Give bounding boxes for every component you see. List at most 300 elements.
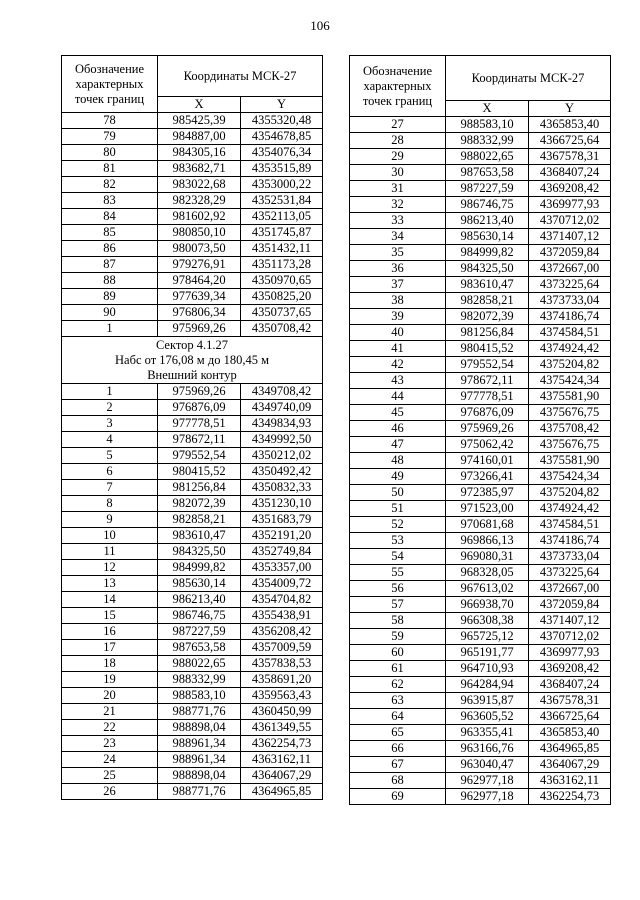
coord-y: 4368407,24 xyxy=(529,677,611,693)
coord-y: 4373225,64 xyxy=(529,277,611,293)
table-row xyxy=(350,741,611,757)
table-row xyxy=(62,113,323,129)
coord-y: 4373733,04 xyxy=(529,549,611,565)
coord-x: 978672,11 xyxy=(446,373,529,389)
section-height-range: Набс от 176,08 м до 180,45 м xyxy=(115,352,269,367)
left-rows-before-section xyxy=(62,113,323,337)
table-row xyxy=(62,528,323,544)
point-number: 63 xyxy=(350,693,446,709)
coord-y: 4375424,34 xyxy=(529,469,611,485)
coord-y: 4374924,42 xyxy=(529,341,611,357)
table-row xyxy=(350,261,611,277)
table-row xyxy=(350,453,611,469)
table-row xyxy=(62,656,323,672)
coord-x: 985630,14 xyxy=(158,576,241,592)
coord-x: 984305,16 xyxy=(158,145,241,161)
table-row xyxy=(62,496,323,512)
coord-x: 986213,40 xyxy=(446,213,529,229)
table-row xyxy=(350,357,611,373)
coord-x: 983022,68 xyxy=(158,177,241,193)
coord-x: 963915,87 xyxy=(446,693,529,709)
coord-x: 984325,50 xyxy=(158,544,241,560)
point-number: 23 xyxy=(62,736,158,752)
point-number: 80 xyxy=(62,145,158,161)
table-row xyxy=(350,773,611,789)
point-number: 39 xyxy=(350,309,446,325)
table-row xyxy=(62,544,323,560)
left-rows-after-section xyxy=(62,384,323,800)
point-number: 31 xyxy=(350,181,446,197)
coord-x: 969080,31 xyxy=(446,549,529,565)
point-number: 6 xyxy=(62,464,158,480)
coord-y: 4364965,85 xyxy=(529,741,611,757)
coord-x: 964284,94 xyxy=(446,677,529,693)
header-coordinates: Координаты МСК-27 xyxy=(446,56,611,101)
coord-y: 4370712,02 xyxy=(529,629,611,645)
coord-y: 4375424,34 xyxy=(529,373,611,389)
coord-y: 4360450,99 xyxy=(241,704,323,720)
table-row xyxy=(350,533,611,549)
point-number: 38 xyxy=(350,293,446,309)
coord-y: 4373733,04 xyxy=(529,293,611,309)
coord-y: 4375676,75 xyxy=(529,405,611,421)
coord-x: 980415,52 xyxy=(158,464,241,480)
table-row xyxy=(350,309,611,325)
coord-x: 988898,04 xyxy=(158,768,241,784)
table-row xyxy=(62,464,323,480)
section-heading xyxy=(62,337,323,384)
table-row xyxy=(350,405,611,421)
point-number: 40 xyxy=(350,325,446,341)
table-row xyxy=(62,592,323,608)
coord-y: 4369977,93 xyxy=(529,197,611,213)
coord-x: 964710,93 xyxy=(446,661,529,677)
point-number: 19 xyxy=(62,672,158,688)
point-number: 17 xyxy=(62,640,158,656)
table-row xyxy=(62,624,323,640)
header-point-code: Обозначение характерных точек границ xyxy=(350,56,446,117)
coord-x: 986213,40 xyxy=(158,592,241,608)
table-row xyxy=(62,752,323,768)
point-number: 66 xyxy=(350,741,446,757)
point-number: 8 xyxy=(62,496,158,512)
table-row xyxy=(350,277,611,293)
coord-y: 4367578,31 xyxy=(529,693,611,709)
point-number: 44 xyxy=(350,389,446,405)
table-row xyxy=(62,241,323,257)
page-number: 106 xyxy=(310,18,330,33)
coord-y: 4357009,59 xyxy=(241,640,323,656)
coord-x: 982072,39 xyxy=(446,309,529,325)
coord-y: 4369208,42 xyxy=(529,181,611,197)
right-rows xyxy=(350,117,611,805)
table-row xyxy=(350,517,611,533)
coord-x: 985425,39 xyxy=(158,113,241,129)
table-row xyxy=(62,225,323,241)
table-row xyxy=(350,117,611,133)
point-number: 37 xyxy=(350,277,446,293)
coord-x: 987227,59 xyxy=(446,181,529,197)
point-number: 24 xyxy=(62,752,158,768)
coord-y: 4368407,24 xyxy=(529,165,611,181)
coord-y: 4350212,02 xyxy=(241,448,323,464)
coord-x: 967613,02 xyxy=(446,581,529,597)
table-row xyxy=(62,400,323,416)
header-y: Y xyxy=(529,101,611,117)
coord-y: 4351683,79 xyxy=(241,512,323,528)
coord-x: 980073,50 xyxy=(158,241,241,257)
coord-y: 4355320,48 xyxy=(241,113,323,129)
coord-x: 986746,75 xyxy=(158,608,241,624)
coord-x: 988898,04 xyxy=(158,720,241,736)
coord-y: 4350832,33 xyxy=(241,480,323,496)
coord-y: 4353515,89 xyxy=(241,161,323,177)
table-row xyxy=(350,197,611,213)
coord-x: 977778,51 xyxy=(446,389,529,405)
point-number: 78 xyxy=(62,113,158,129)
coord-x: 978464,20 xyxy=(158,273,241,289)
coord-x: 966308,38 xyxy=(446,613,529,629)
coord-x: 974160,01 xyxy=(446,453,529,469)
table-row xyxy=(350,325,611,341)
point-number: 86 xyxy=(62,241,158,257)
point-number: 7 xyxy=(62,480,158,496)
coord-x: 966938,70 xyxy=(446,597,529,613)
table-row xyxy=(350,469,611,485)
table-row xyxy=(62,512,323,528)
table-row xyxy=(350,581,611,597)
coord-y: 4354076,34 xyxy=(241,145,323,161)
coord-x: 963166,76 xyxy=(446,741,529,757)
coord-y: 4349740,09 xyxy=(241,400,323,416)
point-number: 84 xyxy=(62,209,158,225)
coord-x: 976876,09 xyxy=(158,400,241,416)
table-row xyxy=(350,565,611,581)
coord-x: 965191,77 xyxy=(446,645,529,661)
coord-y: 4359563,43 xyxy=(241,688,323,704)
coord-x: 988961,34 xyxy=(158,736,241,752)
coord-x: 988332,99 xyxy=(158,672,241,688)
coord-y: 4352113,05 xyxy=(241,209,323,225)
point-number: 56 xyxy=(350,581,446,597)
table-row xyxy=(62,720,323,736)
point-number: 58 xyxy=(350,613,446,629)
coord-y: 4372667,00 xyxy=(529,581,611,597)
coord-x: 976876,09 xyxy=(446,405,529,421)
coord-x: 963355,41 xyxy=(446,725,529,741)
table-row xyxy=(62,209,323,225)
point-number: 49 xyxy=(350,469,446,485)
table-row xyxy=(350,501,611,517)
point-number: 47 xyxy=(350,437,446,453)
table-row xyxy=(350,693,611,709)
table-row xyxy=(62,480,323,496)
table-row xyxy=(350,725,611,741)
point-number: 33 xyxy=(350,213,446,229)
coord-y: 4371407,12 xyxy=(529,229,611,245)
point-number: 82 xyxy=(62,177,158,193)
coord-x: 975062,42 xyxy=(446,437,529,453)
section-row xyxy=(62,337,323,384)
coordinates-table-right xyxy=(349,55,611,805)
point-number: 45 xyxy=(350,405,446,421)
point-number: 85 xyxy=(62,225,158,241)
table-row xyxy=(62,608,323,624)
header-point-code: Обозначение характерных точек границ xyxy=(62,56,158,113)
table-row xyxy=(62,177,323,193)
coord-x: 985630,14 xyxy=(446,229,529,245)
coord-y: 4361349,55 xyxy=(241,720,323,736)
table-row xyxy=(62,193,323,209)
point-number: 79 xyxy=(62,129,158,145)
coord-y: 4372059,84 xyxy=(529,245,611,261)
coord-y: 4349708,42 xyxy=(241,384,323,400)
point-number: 51 xyxy=(350,501,446,517)
coord-y: 4371407,12 xyxy=(529,613,611,629)
coord-y: 4369208,42 xyxy=(529,661,611,677)
coord-x: 984887,00 xyxy=(158,129,241,145)
coord-y: 4374186,74 xyxy=(529,533,611,549)
point-number: 67 xyxy=(350,757,446,773)
coord-x: 979552,54 xyxy=(158,448,241,464)
coord-x: 982858,21 xyxy=(446,293,529,309)
coord-y: 4349834,93 xyxy=(241,416,323,432)
coord-x: 987653,58 xyxy=(158,640,241,656)
table-row xyxy=(62,321,323,337)
coord-x: 984325,50 xyxy=(446,261,529,277)
table-row xyxy=(62,384,323,400)
coord-y: 4362254,73 xyxy=(529,789,611,805)
coord-y: 4354704,82 xyxy=(241,592,323,608)
table-row xyxy=(62,576,323,592)
point-number: 16 xyxy=(62,624,158,640)
table-row xyxy=(350,645,611,661)
table-row xyxy=(62,736,323,752)
coord-x: 978672,11 xyxy=(158,432,241,448)
table-row xyxy=(62,416,323,432)
coord-y: 4374584,51 xyxy=(529,325,611,341)
point-number: 57 xyxy=(350,597,446,613)
point-number: 10 xyxy=(62,528,158,544)
table-row xyxy=(350,181,611,197)
section-contour: Внешний контур xyxy=(147,367,237,382)
coord-y: 4375204,82 xyxy=(529,357,611,373)
coord-x: 976806,34 xyxy=(158,305,241,321)
coord-x: 980415,52 xyxy=(446,341,529,357)
table-row xyxy=(350,389,611,405)
point-number: 34 xyxy=(350,229,446,245)
table-row xyxy=(350,597,611,613)
coord-y: 4354678,85 xyxy=(241,129,323,145)
point-number: 54 xyxy=(350,549,446,565)
point-number: 3 xyxy=(62,416,158,432)
coord-x: 975969,26 xyxy=(446,421,529,437)
table-row xyxy=(350,133,611,149)
coordinates-table-left xyxy=(61,55,323,800)
coord-x: 988771,76 xyxy=(158,784,241,800)
coord-y: 4363162,11 xyxy=(241,752,323,768)
point-number: 43 xyxy=(350,373,446,389)
point-number: 18 xyxy=(62,656,158,672)
coord-y: 4349992,50 xyxy=(241,432,323,448)
table-row xyxy=(62,640,323,656)
point-number: 41 xyxy=(350,341,446,357)
coord-x: 988583,10 xyxy=(446,117,529,133)
coord-y: 4352749,84 xyxy=(241,544,323,560)
point-number: 35 xyxy=(350,245,446,261)
point-number: 26 xyxy=(62,784,158,800)
coord-y: 4363162,11 xyxy=(529,773,611,789)
point-number: 50 xyxy=(350,485,446,501)
point-number: 81 xyxy=(62,161,158,177)
table-row xyxy=(350,293,611,309)
coord-y: 4350825,20 xyxy=(241,289,323,305)
coord-y: 4350708,42 xyxy=(241,321,323,337)
coord-x: 988022,65 xyxy=(158,656,241,672)
table-row xyxy=(350,165,611,181)
table-row xyxy=(62,672,323,688)
coord-y: 4375676,75 xyxy=(529,437,611,453)
coord-x: 983610,47 xyxy=(446,277,529,293)
coord-y: 4374584,51 xyxy=(529,517,611,533)
coord-x: 979276,91 xyxy=(158,257,241,273)
coord-y: 4375708,42 xyxy=(529,421,611,437)
coord-y: 4366725,64 xyxy=(529,133,611,149)
coord-y: 4352531,84 xyxy=(241,193,323,209)
coord-x: 969866,13 xyxy=(446,533,529,549)
coord-x: 962977,18 xyxy=(446,773,529,789)
header-x: X xyxy=(158,97,241,113)
coord-x: 982072,39 xyxy=(158,496,241,512)
coord-y: 4356208,42 xyxy=(241,624,323,640)
coord-x: 981256,84 xyxy=(158,480,241,496)
table-row xyxy=(350,789,611,805)
point-number: 64 xyxy=(350,709,446,725)
coord-y: 4374924,42 xyxy=(529,501,611,517)
point-number: 52 xyxy=(350,517,446,533)
point-number: 28 xyxy=(350,133,446,149)
table-row xyxy=(62,448,323,464)
coord-y: 4374186,74 xyxy=(529,309,611,325)
table-row xyxy=(62,145,323,161)
table-row xyxy=(62,289,323,305)
table-row xyxy=(62,704,323,720)
coord-x: 983610,47 xyxy=(158,528,241,544)
coord-x: 981256,84 xyxy=(446,325,529,341)
coord-x: 982858,21 xyxy=(158,512,241,528)
point-number: 14 xyxy=(62,592,158,608)
point-number: 1 xyxy=(62,384,158,400)
table-row xyxy=(62,273,323,289)
table-row xyxy=(350,421,611,437)
coord-x: 987653,58 xyxy=(446,165,529,181)
coord-y: 4362254,73 xyxy=(241,736,323,752)
coord-x: 980850,10 xyxy=(158,225,241,241)
coord-x: 981602,92 xyxy=(158,209,241,225)
point-number: 21 xyxy=(62,704,158,720)
point-number: 60 xyxy=(350,645,446,661)
section-title: Сектор 4.1.27 xyxy=(155,337,229,352)
point-number: 2 xyxy=(62,400,158,416)
table-row xyxy=(350,677,611,693)
coord-x: 988332,99 xyxy=(446,133,529,149)
coord-x: 983682,71 xyxy=(158,161,241,177)
point-number: 25 xyxy=(62,768,158,784)
coord-x: 977639,34 xyxy=(158,289,241,305)
point-number: 11 xyxy=(62,544,158,560)
coord-x: 965725,12 xyxy=(446,629,529,645)
table-row xyxy=(350,709,611,725)
table-row xyxy=(350,149,611,165)
table-row xyxy=(62,129,323,145)
table-row xyxy=(62,305,323,321)
coord-y: 4358691,20 xyxy=(241,672,323,688)
table-row xyxy=(350,245,611,261)
coord-x: 963605,52 xyxy=(446,709,529,725)
point-number: 29 xyxy=(350,149,446,165)
point-number: 32 xyxy=(350,197,446,213)
coord-x: 988583,10 xyxy=(158,688,241,704)
point-number: 22 xyxy=(62,720,158,736)
coord-y: 4373225,64 xyxy=(529,565,611,581)
coord-y: 4375204,82 xyxy=(529,485,611,501)
point-number: 27 xyxy=(350,117,446,133)
table-row xyxy=(350,437,611,453)
point-number: 12 xyxy=(62,560,158,576)
coord-x: 987227,59 xyxy=(158,624,241,640)
coord-y: 4364965,85 xyxy=(241,784,323,800)
header-y: Y xyxy=(241,97,323,113)
point-number: 36 xyxy=(350,261,446,277)
coord-x: 971523,00 xyxy=(446,501,529,517)
table-row xyxy=(62,688,323,704)
point-number: 69 xyxy=(350,789,446,805)
point-number: 59 xyxy=(350,629,446,645)
table-row xyxy=(62,560,323,576)
coord-y: 4372667,00 xyxy=(529,261,611,277)
coord-y: 4351432,11 xyxy=(241,241,323,257)
coord-x: 982328,29 xyxy=(158,193,241,209)
coord-x: 984999,82 xyxy=(446,245,529,261)
point-number: 20 xyxy=(62,688,158,704)
point-number: 83 xyxy=(62,193,158,209)
point-number: 68 xyxy=(350,773,446,789)
coord-x: 968328,05 xyxy=(446,565,529,581)
table-row xyxy=(350,549,611,565)
coord-y: 4366725,64 xyxy=(529,709,611,725)
coord-y: 4372059,84 xyxy=(529,597,611,613)
coord-x: 973266,41 xyxy=(446,469,529,485)
coord-x: 970681,68 xyxy=(446,517,529,533)
coord-x: 963040,47 xyxy=(446,757,529,773)
coord-y: 4351230,10 xyxy=(241,496,323,512)
table-row xyxy=(350,613,611,629)
coord-y: 4355438,91 xyxy=(241,608,323,624)
coord-y: 4365853,40 xyxy=(529,725,611,741)
point-number: 55 xyxy=(350,565,446,581)
coord-y: 4351173,28 xyxy=(241,257,323,273)
coord-y: 4369977,93 xyxy=(529,645,611,661)
coord-y: 4364067,29 xyxy=(529,757,611,773)
table-row xyxy=(62,768,323,784)
point-number: 42 xyxy=(350,357,446,373)
point-number: 5 xyxy=(62,448,158,464)
coord-y: 4357838,53 xyxy=(241,656,323,672)
coord-y: 4354009,72 xyxy=(241,576,323,592)
coord-y: 4350737,65 xyxy=(241,305,323,321)
coord-y: 4375581,90 xyxy=(529,453,611,469)
table-row xyxy=(350,661,611,677)
